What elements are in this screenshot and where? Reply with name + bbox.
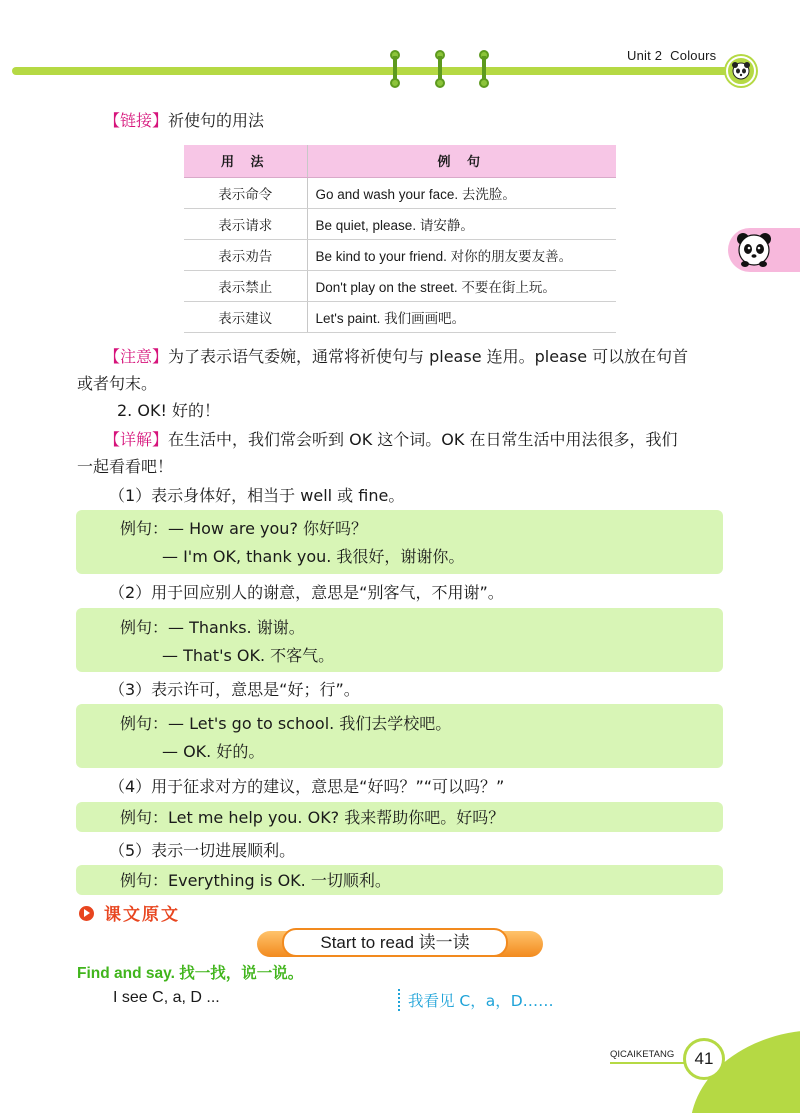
detail-line-1: 在生活中，我们常会听到 OK 这个词。OK 在日常生活中用法很多，我们 bbox=[168, 430, 678, 449]
note-line-1: 为了表示语气委婉，通常将祈使句与 please 连用。please 可以放在句首 bbox=[168, 347, 689, 366]
example-line: 例句：— Thanks. 谢谢。 bbox=[120, 618, 305, 637]
link-tag: 【链接】 bbox=[104, 111, 169, 130]
activity-translation: 我看见 C，a，D…… bbox=[398, 989, 554, 1011]
detail-tag: 【详解】 bbox=[104, 430, 169, 449]
section-title: 课文原文 bbox=[104, 905, 180, 925]
table-cell-usage: 表示请求 bbox=[184, 208, 307, 239]
example-box bbox=[76, 510, 723, 574]
panda-badge-icon bbox=[726, 56, 756, 86]
table-header-row bbox=[184, 145, 616, 177]
table-row bbox=[184, 208, 616, 239]
footer-brand: QICAIKETANG bbox=[610, 1049, 675, 1060]
example-line: 例句：Everything is OK. 一切顺利。 bbox=[120, 871, 391, 890]
example-line: — I'm OK, thank you. 我很好，谢谢你。 bbox=[162, 547, 465, 566]
example-box bbox=[76, 608, 723, 672]
banner-title: Start to read 读一读 bbox=[282, 928, 508, 957]
usage-title: （5）表示一切进展顺利。 bbox=[109, 841, 296, 860]
binder-clip bbox=[479, 50, 489, 88]
usage-title: （2）用于回应别人的谢意，意思是“别客气，不用谢”。 bbox=[109, 583, 504, 602]
table-cell-example: Be quiet, please. 请安静。 bbox=[307, 208, 616, 239]
example-line: — That's OK. 不客气。 bbox=[162, 646, 335, 665]
table-header-example: 例 句 bbox=[307, 145, 616, 177]
table-cell-usage: 表示建议 bbox=[184, 301, 307, 332]
binder-clip bbox=[390, 50, 400, 88]
imperative-usage-table bbox=[184, 145, 616, 333]
table-cell-example: Let's paint. 我们画画吧。 bbox=[307, 301, 616, 332]
activity-instruction: Find and say. 找一找，说一说。 bbox=[77, 965, 304, 982]
table-row bbox=[184, 270, 616, 301]
usage-title: （1）表示身体好，相当于 well 或 fine。 bbox=[109, 486, 405, 505]
example-box bbox=[76, 802, 723, 832]
binder-clip bbox=[435, 50, 445, 88]
example-line: 例句：Let me help you. OK? 我来帮助你吧。好吗？ bbox=[120, 808, 505, 827]
play-bullet-icon bbox=[79, 906, 94, 921]
table-cell-example: Be kind to your friend. 对你的朋友要友善。 bbox=[307, 239, 616, 270]
table-cell-example: Go and wash your face. 去洗脸。 bbox=[307, 177, 616, 208]
table-row bbox=[184, 239, 616, 270]
table-cell-usage: 表示命令 bbox=[184, 177, 307, 208]
example-line: — OK. 好的。 bbox=[162, 742, 265, 761]
table-cell-usage: 表示劝告 bbox=[184, 239, 307, 270]
detail-line-2: 一起看看吧！ bbox=[77, 457, 174, 476]
example-box bbox=[76, 865, 723, 895]
table-header-usage: 用 法 bbox=[184, 145, 307, 177]
example-line: 例句：— How are you? 你好吗？ bbox=[120, 519, 368, 538]
table-cell-usage: 表示禁止 bbox=[184, 270, 307, 301]
header-bar bbox=[12, 67, 747, 75]
note-line-2: 或者句末。 bbox=[77, 374, 158, 393]
table-cell-example: Don't play on the street. 不要在街上玩。 bbox=[307, 270, 616, 301]
footer-line bbox=[610, 1062, 690, 1064]
note-tag: 【注意】 bbox=[104, 347, 169, 366]
link-text: 祈使句的用法 bbox=[168, 111, 265, 130]
table-row bbox=[184, 301, 616, 332]
table-row bbox=[184, 177, 616, 208]
unit-title bbox=[627, 48, 716, 63]
item-2-heading: 2. OK! 好的！ bbox=[117, 401, 220, 420]
panda-icon bbox=[734, 230, 774, 270]
activity-sentence: I see C, a, D ... bbox=[113, 989, 220, 1006]
unit-topic: Colours bbox=[670, 48, 717, 63]
note-paragraph bbox=[104, 344, 724, 370]
unit-number: Unit 2 bbox=[627, 48, 663, 63]
detail-paragraph bbox=[104, 427, 724, 453]
page-number: 41 bbox=[683, 1038, 725, 1080]
example-line: 例句：— Let's go to school. 我们去学校吧。 bbox=[120, 714, 452, 733]
usage-title: （4）用于征求对方的建议，意思是“好吗？”“可以吗？” bbox=[109, 777, 505, 796]
link-heading bbox=[104, 108, 264, 134]
usage-title: （3）表示许可，意思是“好；行”。 bbox=[109, 680, 360, 699]
example-box bbox=[76, 704, 723, 768]
